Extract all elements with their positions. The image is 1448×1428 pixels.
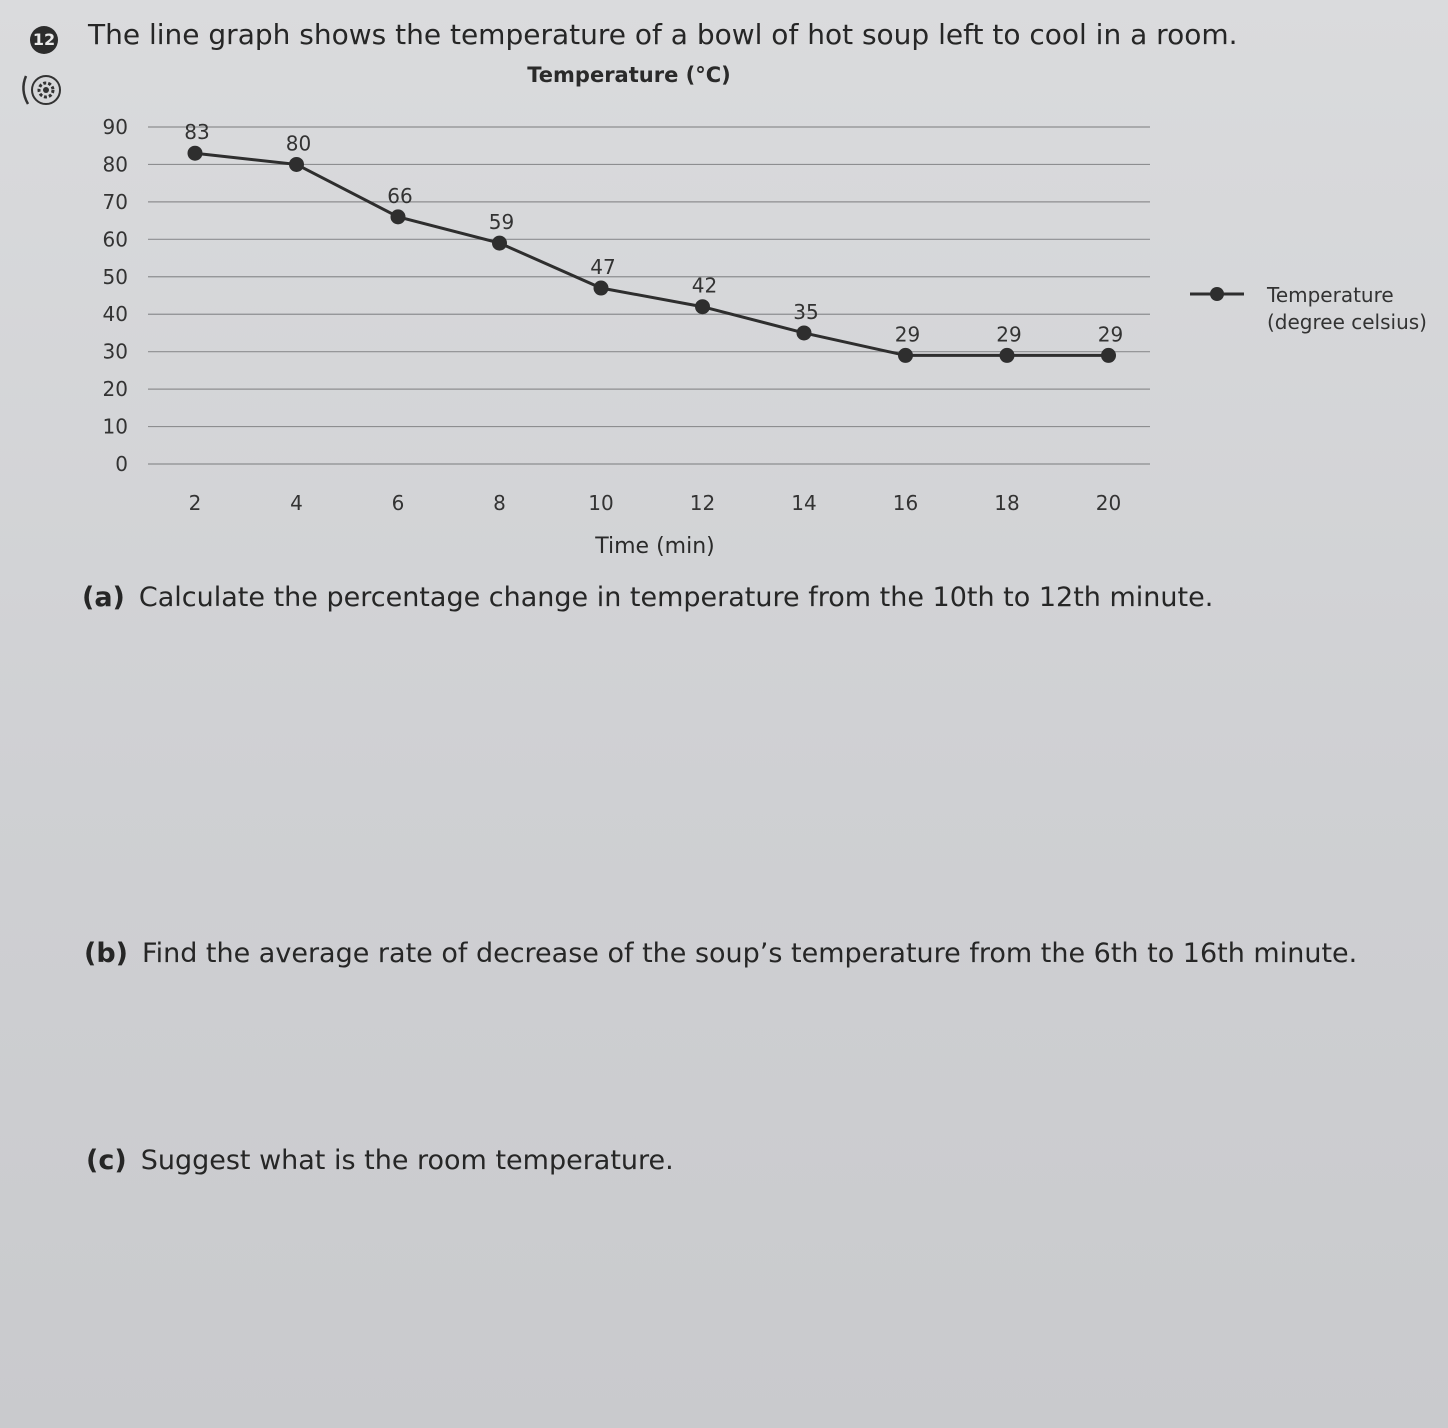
y-tick-label: 30 [102,339,128,364]
question-c-text: Suggest what is the room temperature. [140,1145,674,1176]
x-tick-label: 8 [493,491,506,515]
data-label: 66 [387,183,413,208]
data-point [898,348,913,363]
data-label: 59 [488,210,515,235]
y-tick-label: 50 [102,264,128,289]
question-a-text: Calculate the percentage change in temperature from the 10th to 12th minute. [138,582,1214,613]
data-point [492,236,507,251]
x-tick-label: 20 [1095,491,1122,515]
x-tick-label: 12 [689,491,716,515]
question-a [82,582,1213,613]
legend-marker [1210,287,1224,301]
data-label: 29 [1097,322,1124,347]
x-tick-label: 16 [892,491,919,515]
x-tick-label: 14 [791,491,817,515]
question-intro: The line graph shows the temperature of a bowl of hot soup left to cool in a room. [88,18,1238,51]
y-tick-label: 10 [102,414,128,439]
data-point [594,281,609,296]
data-label: 80 [285,131,312,156]
data-label: 35 [793,299,819,324]
data-point [391,209,406,224]
y-tick-label: 20 [102,377,128,402]
question-b [84,938,1357,969]
y-tick-label: 90 [102,115,128,139]
chart-title: Temperature (°C) [527,63,731,87]
x-tick-label: 2 [188,491,202,515]
y-tick-label: 70 [102,189,128,214]
question-c [86,1145,674,1176]
x-tick-label: 4 [290,491,303,515]
question-c-label: (c) [86,1145,127,1176]
series-line [195,153,1109,355]
data-label: 29 [894,322,921,347]
temperature-line-chart [0,0,1448,570]
x-tick-label: 18 [994,491,1020,515]
y-tick-label: 80 [102,152,128,177]
data-point [1101,348,1116,363]
question-a-label: (a) [82,582,125,613]
data-label: 42 [691,273,718,298]
y-tick-label: 0 [115,452,128,476]
question-b-label: (b) [84,938,129,969]
x-tick-label: 6 [391,491,405,515]
data-point [188,146,203,161]
data-point [695,299,710,314]
legend-label: (degree celsius) [1267,310,1427,334]
x-axis-label: Time (min) [595,534,715,559]
legend-label: Temperature [1267,283,1394,307]
data-label: 83 [184,120,210,145]
data-point [797,325,812,340]
data-label: 47 [590,255,616,280]
y-tick-label: 60 [102,227,128,252]
data-point [289,157,304,172]
data-label: 29 [996,322,1022,347]
x-tick-label: 10 [588,491,614,515]
question-number-badge: 12 [30,26,58,54]
question-b-text: Find the average rate of decrease of the soup’s temperature from the 6th to 16th minute. [142,938,1358,969]
y-tick-label: 40 [102,302,128,327]
data-point [1000,348,1015,363]
